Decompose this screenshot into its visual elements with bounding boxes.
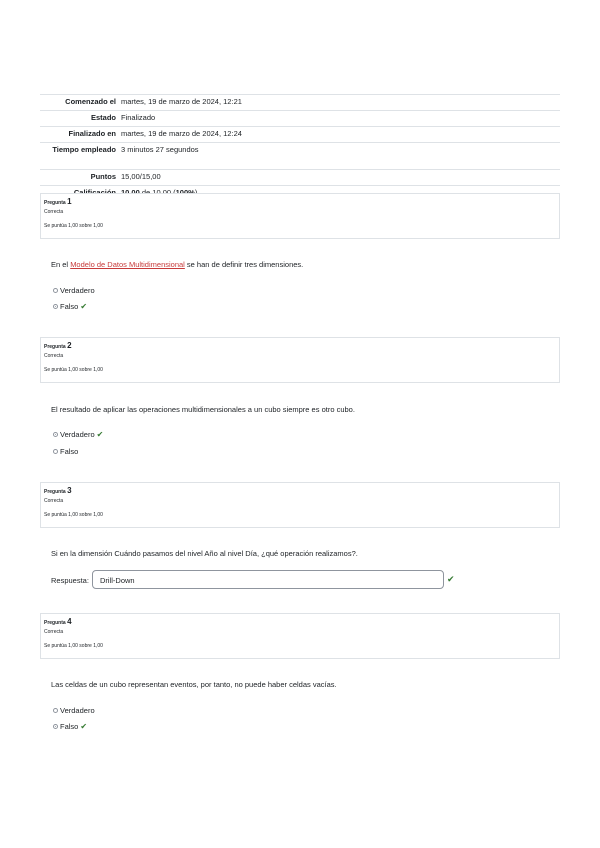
summary-value: 15,00/15,00 xyxy=(121,170,560,186)
glossary-link[interactable]: Modelo de Datos Multidimensional xyxy=(70,260,185,269)
question-state: Correcta xyxy=(44,209,64,215)
radio-button[interactable] xyxy=(53,432,58,437)
answer-option[interactable] xyxy=(53,722,87,731)
check-icon: ✔ xyxy=(96,430,104,439)
radio-button[interactable] xyxy=(53,288,58,293)
check-icon: ✔ xyxy=(80,722,88,731)
answer-option[interactable] xyxy=(53,430,103,439)
question-info-box xyxy=(40,482,560,528)
option-label: Verdadero xyxy=(60,706,95,715)
option-label: Falso xyxy=(60,447,79,456)
check-icon: ✔ xyxy=(447,574,455,584)
question-grade: Se puntúa 1,00 sobre 1,00 xyxy=(44,643,103,649)
question-text: Si en la dimensión Cuándo pasamos del nivel Año al nivel Día, ¿qué operación realizamos?. xyxy=(51,549,358,558)
summary-value: martes, 19 de marzo de 2024, 12:24 xyxy=(121,127,560,143)
summary-label: Finalizado en xyxy=(40,127,121,143)
summary-value: martes, 19 de marzo de 2024, 12:21 xyxy=(121,95,560,111)
question-text: En el Modelo de Datos Multidimensional se han de definir tres dimensiones. xyxy=(51,260,304,269)
answer-label: Respuesta: xyxy=(51,576,89,585)
option-label: Falso xyxy=(60,302,79,311)
option-label: Verdadero xyxy=(60,286,95,295)
check-icon: ✔ xyxy=(80,302,88,311)
question-text: Las celdas de un cubo representan eventos, por tanto, no puede haber celdas vacías. xyxy=(51,680,337,689)
question-number: Pregunta 3 xyxy=(44,486,72,495)
question-state: Correcta xyxy=(44,353,64,359)
summary-value: 3 minutos 27 segundos xyxy=(121,143,560,170)
question-number: Pregunta 2 xyxy=(44,341,72,350)
question-state: Correcta xyxy=(44,498,64,504)
answer-option[interactable] xyxy=(53,706,95,715)
summary-row xyxy=(40,143,560,170)
summary-label: Puntos xyxy=(40,170,121,186)
question-grade: Se puntúa 1,00 sobre 1,00 xyxy=(44,367,103,373)
summary-value: Finalizado xyxy=(121,111,560,127)
question-text: El resultado de aplicar las operaciones multidimensionales a un cubo siempre es otro cubo. xyxy=(51,405,355,414)
question-info-box xyxy=(40,193,560,239)
question-grade: Se puntúa 1,00 sobre 1,00 xyxy=(44,512,103,518)
summary-row xyxy=(40,95,560,111)
option-label: Falso xyxy=(60,722,79,731)
answer-input[interactable]: Drill-Down xyxy=(92,570,444,589)
summary-label: Comenzado el xyxy=(40,95,121,111)
option-label: Verdadero xyxy=(60,430,95,439)
radio-button[interactable] xyxy=(53,708,58,713)
answer-option[interactable] xyxy=(53,286,95,295)
answer-option[interactable] xyxy=(53,447,78,456)
question-state: Correcta xyxy=(44,629,64,635)
summary-label: Estado xyxy=(40,111,121,127)
answer-option[interactable] xyxy=(53,302,87,311)
question-number: Pregunta 4 xyxy=(44,617,72,626)
summary-row xyxy=(40,127,560,143)
question-info-box xyxy=(40,613,560,659)
radio-button[interactable] xyxy=(53,304,58,309)
summary-row xyxy=(40,111,560,127)
attempt-summary-table xyxy=(40,94,560,202)
question-number: Pregunta 1 xyxy=(44,197,72,206)
question-info-box xyxy=(40,337,560,383)
radio-button[interactable] xyxy=(53,449,58,454)
question-grade: Se puntúa 1,00 sobre 1,00 xyxy=(44,223,103,229)
radio-button[interactable] xyxy=(53,724,58,729)
summary-row xyxy=(40,170,560,186)
summary-label: Tiempo empleado xyxy=(40,143,121,170)
